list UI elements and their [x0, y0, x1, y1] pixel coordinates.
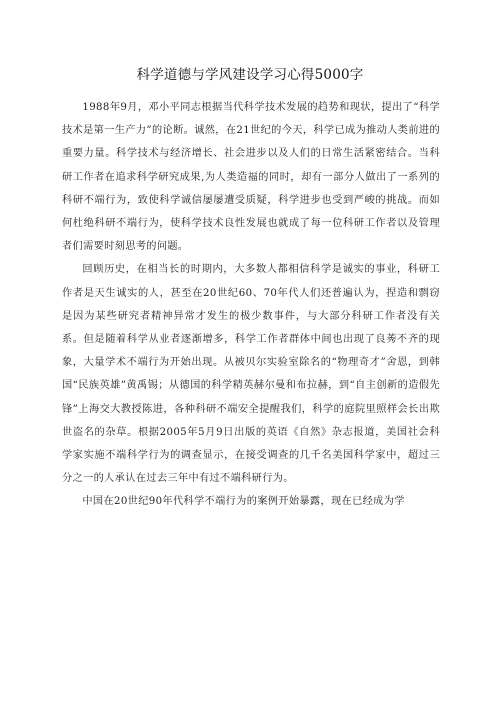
paragraph-1: 1988年9月，邓小平同志根据当代科学技术发展的趋势和现状，提出了“科学技术是第一生产力”的论断。诚然，在21世纪的今天，科学已成为推动人类前进的重要力量。科学技术与经济增长、社会进步以及人们的日常生活紧密结合。当科研工作者在追求科学研究成果,为人类造福的同时，却有一部分人做出了一系列的科研不端行为，致使科学诚信屡屡遭受质疑，科学进步也受到严峻的挑战。而如何杜绝科研不端行为，使科学技术良性发展也就成了每一位科研工作者以及管理者们需要时刻思考的问题。: [62, 102, 440, 253]
paragraph-2: 回顾历史，在相当长的时期内，大多数人都相信科学是诚实的事业，科研工作者是天生诚实的人，甚至在20世纪60、70年代人们还普遍认为，捏造和剽窃是因为某些研究者精神异常才发生的极少数事件，与大部分科研工作者没有关系。但是随着科学从业者逐渐增多，科学工作者群体中间也出现了良莠不齐的现象，大量学术不端行为开始出现。从被贝尔实验室除名的“物理奇才”舍恩，到韩国“民族英雄”黄禹锡；从德国的科学精英赫尔曼和布拉赫，到“自主创新的造假先锋”上海交大教授陈进，各种科研不端安全提醒我们，科学的庭院里照样会长出欺世盗名的杂草。根据2005年5月9日出版的英语《自然》杂志报道，美国社会科学家实施不端科学行为的调查显示，在接受调查的几千名美国科学家中，超过三分之一的人承认在过去三年中有过不端科研行为。: [62, 264, 440, 485]
page-title: 科学道德与学风建设学习心得5000字: [136, 67, 364, 83]
document-body: [62, 96, 440, 514]
paragraph-3: 中国在20世纪90年代科学不端行为的案例开始暴露，现在已经成为学: [82, 496, 405, 508]
